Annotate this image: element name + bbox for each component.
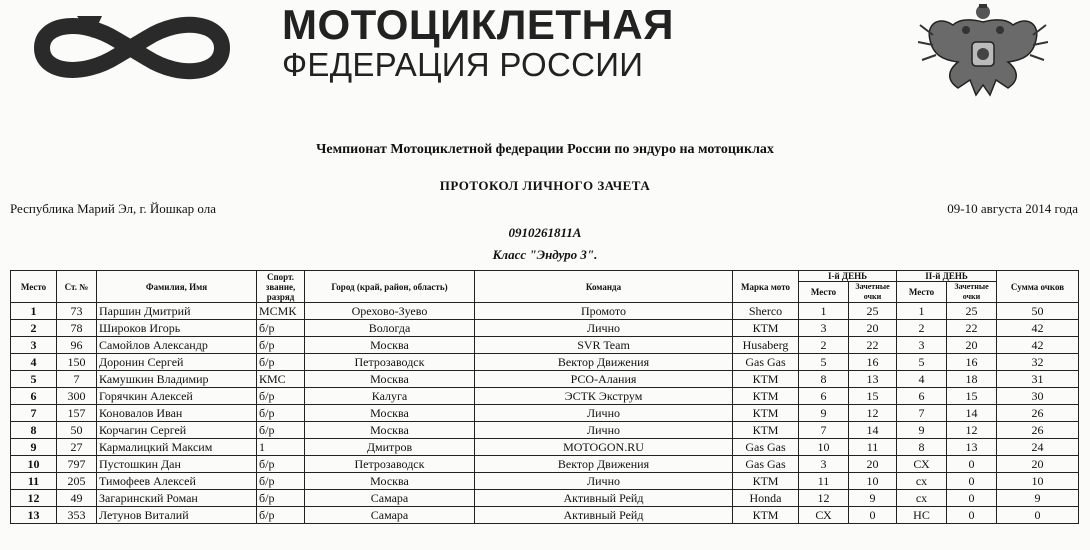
cell-total: 26 [997, 422, 1079, 439]
cell-start-no: 49 [57, 490, 97, 507]
cell-total: 9 [997, 490, 1079, 507]
cell-city: Вологда [305, 320, 475, 337]
cell-city: Москва [305, 405, 475, 422]
cell-day2-place: 9 [897, 422, 947, 439]
federation-name [282, 2, 674, 82]
cell-day1-place: СХ [799, 507, 849, 524]
cell-name: Доронин Сергей [97, 354, 257, 371]
cell-team: SVR Team [475, 337, 733, 354]
event-code: 0910261811А [508, 225, 582, 240]
col-moto: Марка мото [733, 271, 799, 303]
cell-day2-points: 14 [947, 405, 997, 422]
cell-day2-place: 5 [897, 354, 947, 371]
cell-day2-points: 13 [947, 439, 997, 456]
cell-place: 3 [11, 337, 57, 354]
cell-city: Дмитров [305, 439, 475, 456]
cell-day2-points: 15 [947, 388, 997, 405]
cell-day2-points: 0 [947, 490, 997, 507]
col-name: Фамилия, Имя [97, 271, 257, 303]
table-header-row [11, 271, 1079, 282]
cell-day1-points: 16 [849, 354, 897, 371]
cell-city: Самара [305, 507, 475, 524]
col-day2-place: Место [897, 282, 947, 303]
cell-rank: б/р [257, 320, 305, 337]
cell-rank: 1 [257, 439, 305, 456]
cell-day2-place: 8 [897, 439, 947, 456]
cell-total: 31 [997, 371, 1079, 388]
cell-total: 26 [997, 405, 1079, 422]
cell-place: 5 [11, 371, 57, 388]
cell-moto: Gas Gas [733, 439, 799, 456]
cell-moto: Sherco [733, 303, 799, 320]
cell-city: Калуга [305, 388, 475, 405]
cell-moto: КТМ [733, 405, 799, 422]
cell-total: 42 [997, 320, 1079, 337]
cell-team: Вектор Движения [475, 354, 733, 371]
cell-start-no: 157 [57, 405, 97, 422]
cell-day1-place: 6 [799, 388, 849, 405]
cell-team: MOTOGON.RU [475, 439, 733, 456]
cell-name: Камушкин Владимир [97, 371, 257, 388]
cell-place: 11 [11, 473, 57, 490]
cell-day1-points: 12 [849, 405, 897, 422]
cell-rank: б/р [257, 388, 305, 405]
cell-rank: б/р [257, 337, 305, 354]
cell-total: 30 [997, 388, 1079, 405]
cell-total: 20 [997, 456, 1079, 473]
cell-day1-place: 9 [799, 405, 849, 422]
cell-place: 12 [11, 490, 57, 507]
cell-day2-place: сх [897, 490, 947, 507]
cell-team: Вектор Движения [475, 456, 733, 473]
cell-start-no: 7 [57, 371, 97, 388]
cell-day1-points: 0 [849, 507, 897, 524]
cell-moto: КТМ [733, 371, 799, 388]
col-place: Место [11, 271, 57, 303]
cell-rank: б/р [257, 422, 305, 439]
table-row [11, 320, 1079, 337]
cell-name: Кармалицкий Максим [97, 439, 257, 456]
cell-name: Корчагин Сергей [97, 422, 257, 439]
cell-rank: б/р [257, 456, 305, 473]
cell-day2-points: 18 [947, 371, 997, 388]
cell-team: Лично [475, 473, 733, 490]
cell-city: Орехово-Зуево [305, 303, 475, 320]
cell-name: Пустошкин Дан [97, 456, 257, 473]
cell-team: РСО-Алания [475, 371, 733, 388]
cell-city: Петрозаводск [305, 456, 475, 473]
cell-name: Коновалов Иван [97, 405, 257, 422]
double-headed-eagle-icon [918, 0, 1048, 105]
cell-day2-points: 0 [947, 507, 997, 524]
cell-team: ЭСТК Экструм [475, 388, 733, 405]
cell-start-no: 50 [57, 422, 97, 439]
cell-day1-points: 25 [849, 303, 897, 320]
cell-total: 0 [997, 507, 1079, 524]
cell-start-no: 300 [57, 388, 97, 405]
table-row [11, 422, 1079, 439]
table-row [11, 507, 1079, 524]
cell-day2-points: 25 [947, 303, 997, 320]
cell-day1-place: 10 [799, 439, 849, 456]
cell-rank: б/р [257, 405, 305, 422]
cell-day1-place: 8 [799, 371, 849, 388]
cell-day1-place: 3 [799, 320, 849, 337]
cell-moto: КТМ [733, 473, 799, 490]
table-row [11, 490, 1079, 507]
cell-name: Горячкин Алексей [97, 388, 257, 405]
cell-rank: МСМК [257, 303, 305, 320]
cell-city: Москва [305, 422, 475, 439]
cell-start-no: 205 [57, 473, 97, 490]
cell-place: 2 [11, 320, 57, 337]
cell-total: 50 [997, 303, 1079, 320]
cell-place: 13 [11, 507, 57, 524]
table-row [11, 405, 1079, 422]
cell-place: 10 [11, 456, 57, 473]
cell-start-no: 797 [57, 456, 97, 473]
cell-place: 4 [11, 354, 57, 371]
cell-rank: б/р [257, 490, 305, 507]
federation-name-line2: ФЕДЕРАЦИЯ РОССИИ [282, 46, 644, 83]
cell-team: Лично [475, 320, 733, 337]
cell-start-no: 96 [57, 337, 97, 354]
col-team: Команда [475, 271, 733, 303]
cell-day1-points: 20 [849, 320, 897, 337]
cell-place: 1 [11, 303, 57, 320]
cell-day2-points: 22 [947, 320, 997, 337]
table-row [11, 303, 1079, 320]
table-row [11, 439, 1079, 456]
col-day2-points: Зачетные очки [947, 282, 997, 303]
table-row [11, 371, 1079, 388]
cell-day2-place: НС [897, 507, 947, 524]
cell-day1-place: 2 [799, 337, 849, 354]
cell-name: Паршин Дмитрий [97, 303, 257, 320]
cell-day2-place: 6 [897, 388, 947, 405]
cell-team: Лично [475, 405, 733, 422]
cell-city: Петрозаводск [305, 354, 475, 371]
cell-total: 32 [997, 354, 1079, 371]
table-row [11, 337, 1079, 354]
cell-day2-points: 0 [947, 473, 997, 490]
cell-name: Тимофеев Алексей [97, 473, 257, 490]
cell-total: 42 [997, 337, 1079, 354]
federation-name-line1: МОТОЦИКЛЕТНАЯ [282, 1, 674, 48]
cell-day1-place: 7 [799, 422, 849, 439]
col-total: Сумма очков [997, 271, 1079, 303]
cell-day2-place: 4 [897, 371, 947, 388]
cell-start-no: 73 [57, 303, 97, 320]
cell-total: 10 [997, 473, 1079, 490]
cell-city: Самара [305, 490, 475, 507]
cell-day1-place: 3 [799, 456, 849, 473]
col-day2: II-й ДЕНЬ [897, 271, 997, 282]
cell-name: Загаринский Роман [97, 490, 257, 507]
cell-name: Широков Игорь [97, 320, 257, 337]
cell-team: Активный Рейд [475, 490, 733, 507]
results-table [10, 270, 1079, 524]
event-date: 09-10 августа 2014 года [947, 201, 1078, 216]
cell-place: 8 [11, 422, 57, 439]
col-day1: I-й ДЕНЬ [799, 271, 897, 282]
table-row [11, 456, 1079, 473]
cell-city: Москва [305, 371, 475, 388]
table-row [11, 473, 1079, 490]
cell-place: 6 [11, 388, 57, 405]
cell-day1-place: 11 [799, 473, 849, 490]
cell-day2-place: 3 [897, 337, 947, 354]
cell-day1-points: 9 [849, 490, 897, 507]
cell-day2-place: 2 [897, 320, 947, 337]
cell-day1-place: 1 [799, 303, 849, 320]
cell-rank: б/р [257, 473, 305, 490]
cell-rank: КМС [257, 371, 305, 388]
cell-name: Самойлов Александр [97, 337, 257, 354]
col-day1-place: Место [799, 282, 849, 303]
cell-day1-points: 22 [849, 337, 897, 354]
cell-day2-place: СХ [897, 456, 947, 473]
cell-day2-points: 16 [947, 354, 997, 371]
col-day1-points: Зачетные очки [849, 282, 897, 303]
event-location: Республика Марий Эл, г. Йошкар ола [10, 201, 216, 216]
cell-start-no: 353 [57, 507, 97, 524]
championship-title: Чемпионат Мотоциклетной федерации России по эндуро на мотоциклах [316, 142, 774, 157]
cell-team: Активный Рейд [475, 507, 733, 524]
protocol-subtitle: ПРОТОКОЛ ЛИЧНОГО ЗАЧЕТА [439, 178, 651, 193]
cell-start-no: 150 [57, 354, 97, 371]
cell-day2-place: 1 [897, 303, 947, 320]
cell-moto: КТМ [733, 320, 799, 337]
cell-day2-points: 0 [947, 456, 997, 473]
col-start-no: Ст. № [57, 271, 97, 303]
col-rank: Спорт. звание, разряд [257, 271, 305, 303]
cell-moto: Husaberg [733, 337, 799, 354]
cell-moto: Honda [733, 490, 799, 507]
cell-day1-points: 10 [849, 473, 897, 490]
table-row [11, 354, 1079, 371]
cell-city: Москва [305, 473, 475, 490]
cell-moto: Gas Gas [733, 354, 799, 371]
cell-day1-points: 11 [849, 439, 897, 456]
cell-team: Лично [475, 422, 733, 439]
cell-day2-place: 7 [897, 405, 947, 422]
cell-day1-place: 12 [799, 490, 849, 507]
cell-day2-points: 20 [947, 337, 997, 354]
class-label: Класс "Эндуро 3". [492, 247, 598, 262]
cell-moto: КТМ [733, 388, 799, 405]
cell-day1-points: 20 [849, 456, 897, 473]
cell-city: Москва [305, 337, 475, 354]
cell-day1-points: 15 [849, 388, 897, 405]
col-city: Город (край, район, область) [305, 271, 475, 303]
cell-start-no: 78 [57, 320, 97, 337]
cell-place: 7 [11, 405, 57, 422]
mfr-logo-icon [22, 8, 242, 88]
cell-place: 9 [11, 439, 57, 456]
cell-moto: Gas Gas [733, 456, 799, 473]
cell-start-no: 27 [57, 439, 97, 456]
cell-total: 24 [997, 439, 1079, 456]
cell-day2-points: 12 [947, 422, 997, 439]
cell-moto: КТМ [733, 422, 799, 439]
cell-name: Летунов Виталий [97, 507, 257, 524]
cell-rank: б/р [257, 354, 305, 371]
cell-rank: б/р [257, 507, 305, 524]
cell-day2-place: сх [897, 473, 947, 490]
cell-team: Промото [475, 303, 733, 320]
cell-day1-points: 13 [849, 371, 897, 388]
cell-moto: КТМ [733, 507, 799, 524]
table-row [11, 388, 1079, 405]
cell-day1-place: 5 [799, 354, 849, 371]
cell-day1-points: 14 [849, 422, 897, 439]
